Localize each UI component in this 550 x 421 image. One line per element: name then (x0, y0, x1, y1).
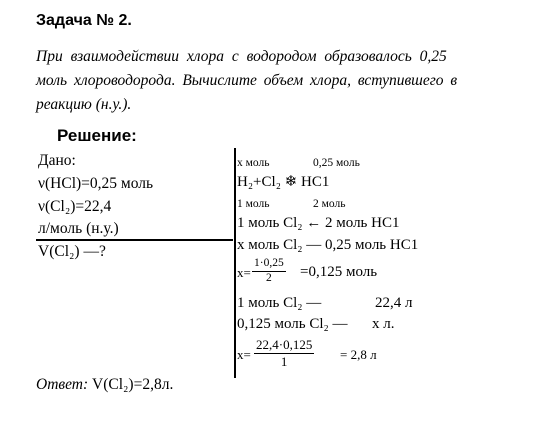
fraction-1-denominator: 2 (265, 271, 272, 284)
solution-heading: Решение: (57, 126, 137, 145)
fraction-1 (252, 257, 286, 286)
volume-line-2: 0,125 моль Cl₂ — (237, 316, 348, 332)
volume-line-2-value: x л. (372, 316, 395, 332)
annot-1-mol: 1 моль (237, 198, 270, 210)
volume-line-1: 1 моль Cl₂ — (237, 295, 322, 311)
given-divider (36, 239, 233, 241)
task-title: Задача № 2. (36, 12, 132, 29)
annot-x-mol: x моль (237, 157, 270, 169)
fraction-2 (254, 337, 314, 369)
result-2: = 2,8 л (340, 347, 377, 362)
annot-025-mol: 0,25 моль (313, 157, 360, 169)
given-cl2: ν(Cl₂)=22,4 (38, 198, 112, 215)
given-label: Дано: (38, 152, 76, 169)
answer-label: Ответ: (36, 376, 89, 393)
given-hcl: ν(HCl)=0,25 моль (38, 175, 154, 192)
ratio-line-1: 1 моль Cl₂ ← 2 моль HC1 (237, 215, 400, 231)
condition-line-3: реакцию (н.у.). (36, 96, 132, 113)
result-1: =0,125 моль (300, 264, 378, 280)
condition-line-1: При взаимодействии хлора с водородом образовалось 0,25 (36, 48, 447, 65)
x-equals-2: x= (237, 347, 251, 362)
ratio-line-2: x моль Cl₂ — 0,25 моль HC1 (237, 237, 419, 253)
fraction-2-denominator: 1 (280, 353, 288, 369)
answer (36, 376, 173, 394)
fraction-1-numerator: 1·0,25 (252, 257, 286, 272)
given-molar-volume: л/моль (н.у.) (38, 220, 119, 237)
find-volume: V(Cl₂) —? (38, 243, 106, 260)
fraction-2-numerator: 22,4·0,125 (256, 337, 313, 352)
answer-value: V(Cl₂)=2,8л. (92, 376, 174, 393)
volume-line-1-value: 22,4 л (375, 295, 413, 311)
x-equals-1: x= (237, 265, 251, 280)
annot-2-mol: 2 моль (313, 198, 346, 210)
condition-line-2: моль хлороводорода. Вычислите объем хлора, вступившего в (36, 72, 458, 89)
vertical-divider (234, 148, 236, 378)
reaction-equation: H₂+Cl₂ ❄ HC1 (237, 174, 330, 190)
